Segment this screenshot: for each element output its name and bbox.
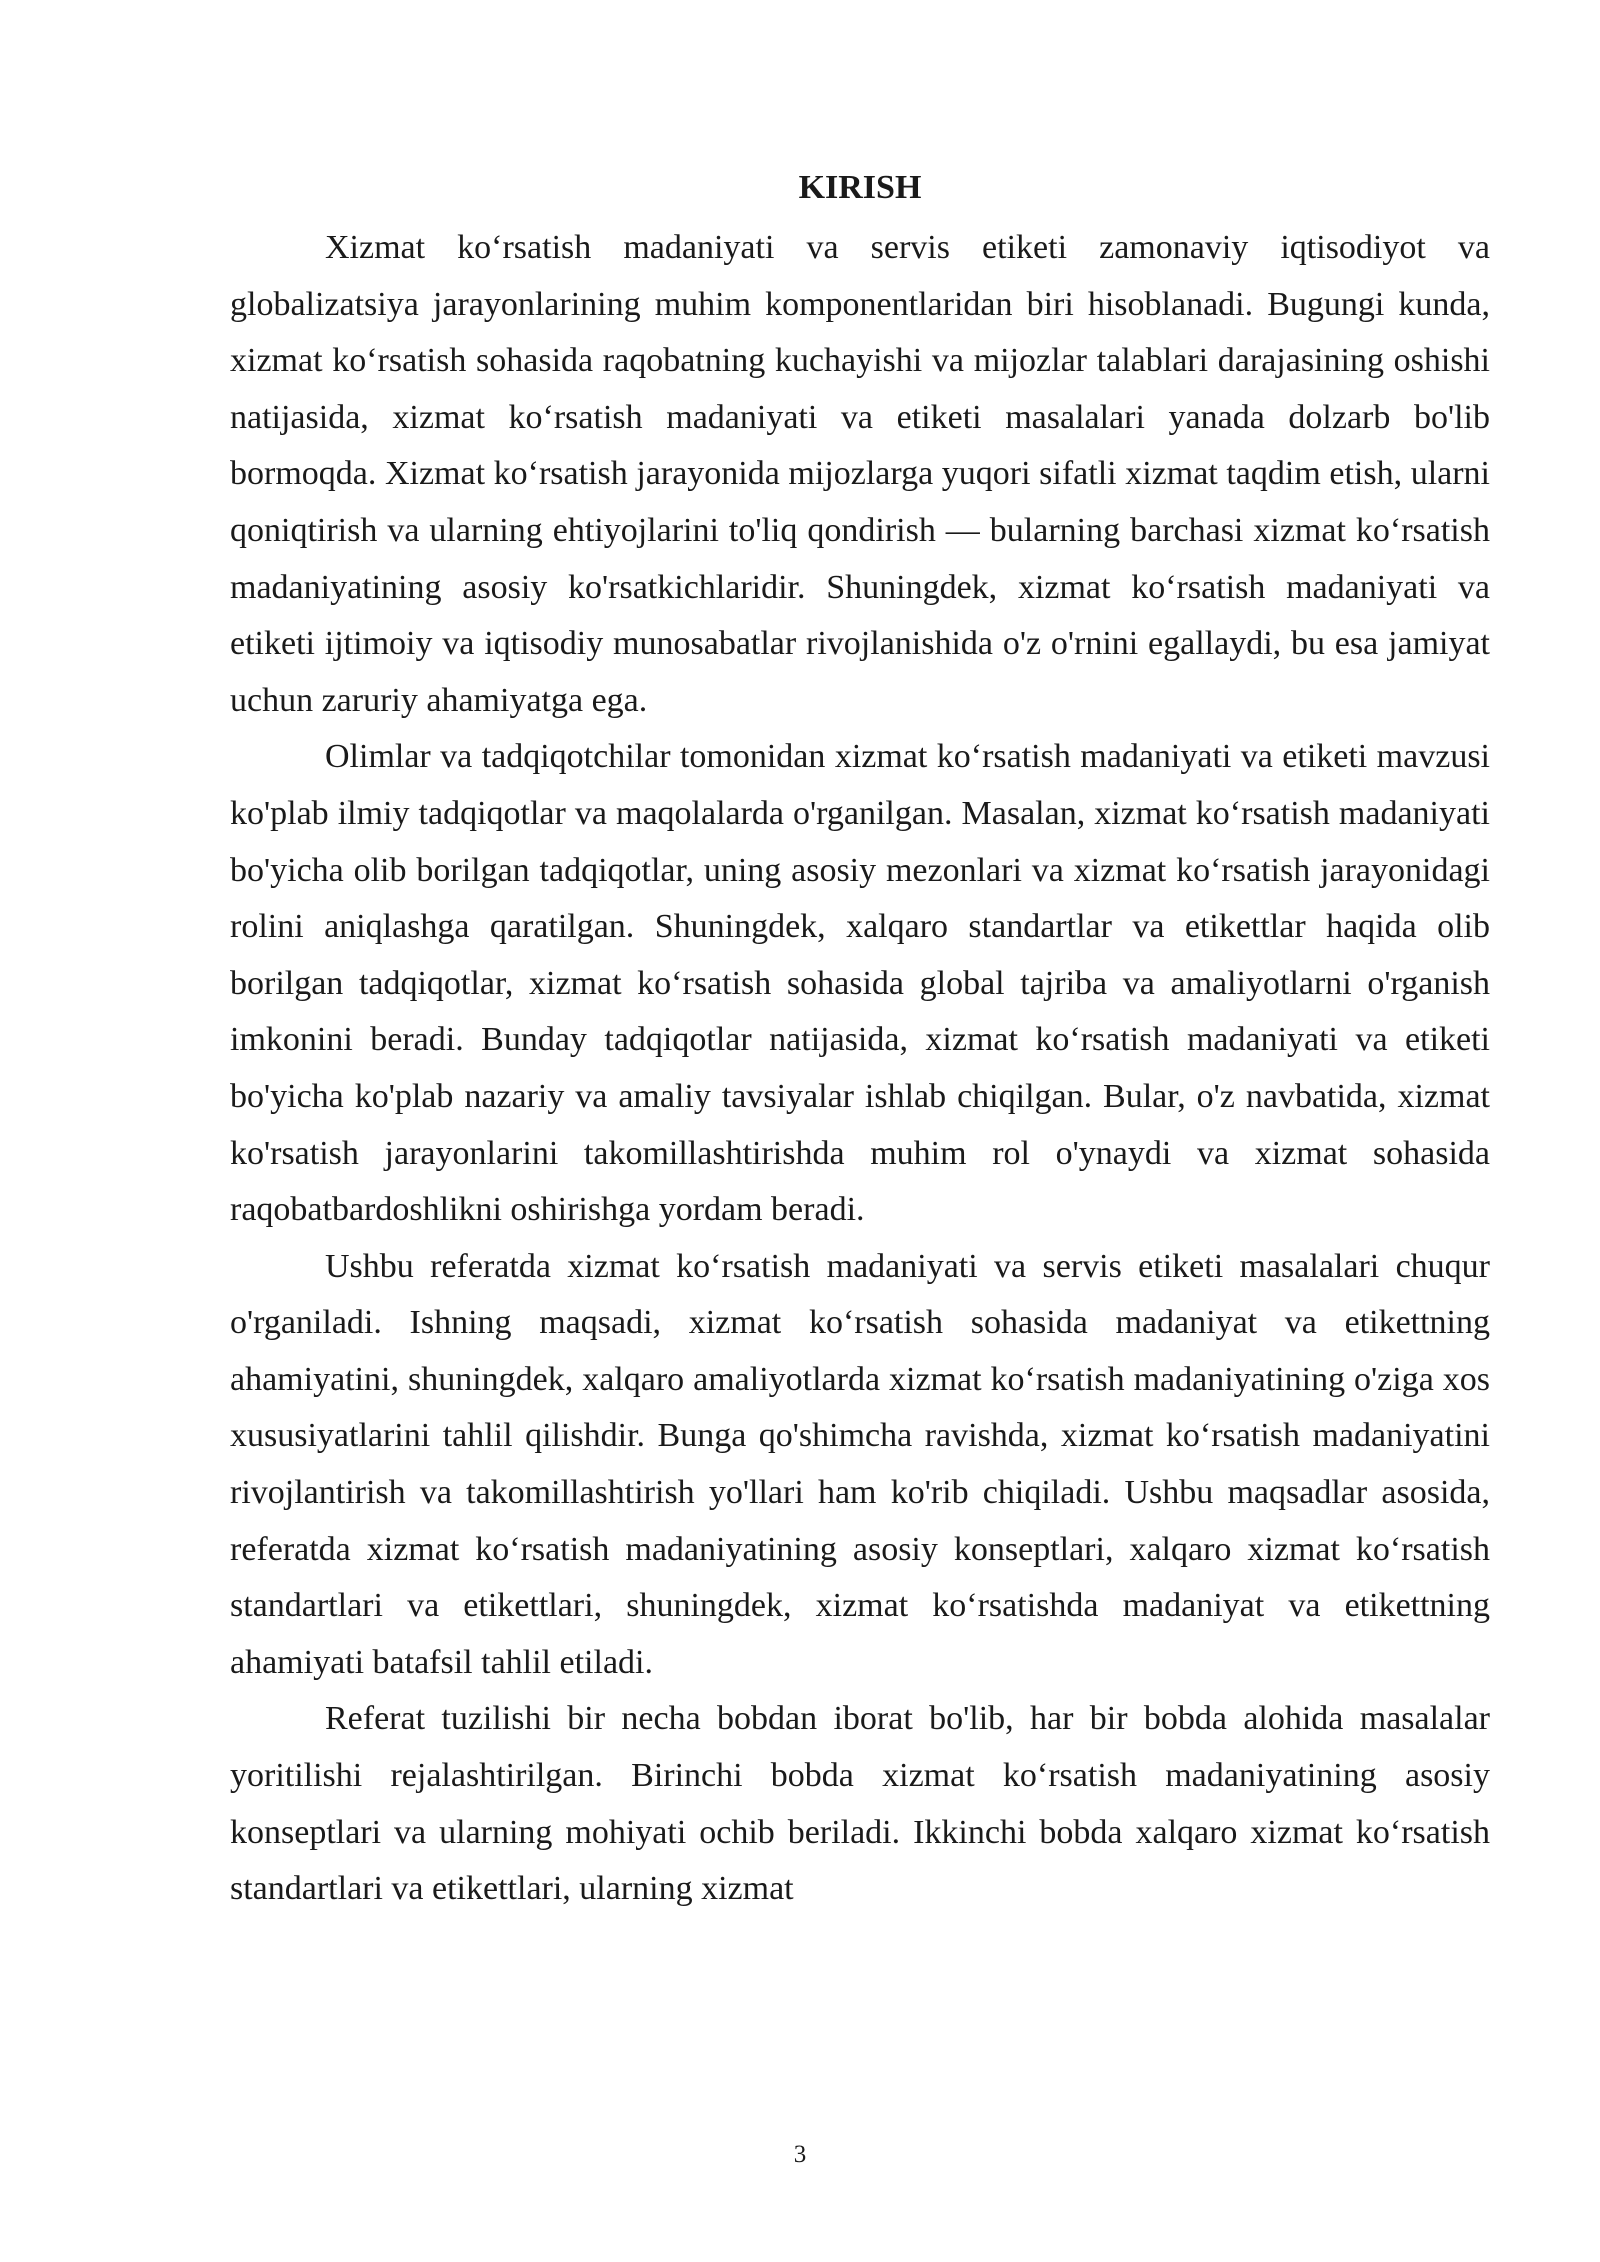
page-title: KIRISH (798, 169, 922, 206)
page-number: 3 (793, 2141, 807, 2168)
paragraph-4: Referat tuzilishi bir necha bobdan iborat bo'lib, har bir bobda alohida masalalar yoritilishi rejalashtirilgan. Birinchi bobda xizmat ko‘rsatish madaniyatining asosiy konseptlari va ularning mohiyati ochib beriladi. Ikkinchi bobda xalqaro xizmat ko‘rsatish standartlari va etikettlari, ularning xizmat (230, 1700, 1490, 1908)
page-content (230, 160, 1490, 1918)
paragraph-3: Ushbu referatda xizmat ko‘rsatish madaniyati va servis etiketi masalalari chuqur o'rganiladi. Ishning maqsadi, xizmat ko‘rsatish sohasida madaniyat va etikettning ahamiyatini, shuningdek, xalqaro amaliyotlarda xizmat ko‘rsatish madaniyatining o'ziga xos xususiyatlarini tahlil qilishdir. Bunga qo'shimcha ravishda, xizmat ko‘rsatish madaniyatini rivojlantirish va takomillashtirish yo'llari ham ko'rib chiqiladi. Ushbu maqsadlar asosida, referatda xizmat ko‘rsatish madaniyatining asosiy konseptlari, xalqaro xizmat ko‘rsatish standartlari va etikettlari, shuningdek, xizmat ko‘rsatishda madaniyat va etikettning ahamiyati batafsil tahlil etiladi. (230, 1247, 1490, 1681)
paragraph-1: Xizmat ko‘rsatish madaniyati va servis etiketi zamonaviy iqtisodiyot va globalizatsiya jarayonlarining muhim komponentlaridan biri hisoblanadi. Bugungi kunda, xizmat ko‘rsatish sohasida raqobatning kuchayishi va mijozlar talablari darajasining oshishi natijasida, xizmat ko‘rsatish madaniyati va etiketi masalalari yanada dolzarb bo'lib bormoqda. Xizmat ko‘rsatish jarayonida mijozlarga yuqori sifatli xizmat taqdim etish, ularni qoniqtirish va ularning ehtiyojlarini to'liq qondirish — bularning barchasi xizmat ko‘rsatish madaniyatining asosiy ko'rsatkichlaridir. Shuningdek, xizmat ko‘rsatish madaniyati va etiketi ijtimoiy va iqtisodiy munosabatlar rivojlanishida o'z o'rnini egallaydi, bu esa jamiyat uchun zaruriy ahamiyatga ega. (230, 229, 1490, 719)
paragraph-2: Olimlar va tadqiqotchilar tomonidan xizmat ko‘rsatish madaniyati va etiketi mavzusi ko'plab ilmiy tadqiqotlar va maqolalarda o'rganilgan. Masalan, xizmat ko‘rsatish madaniyati bo'yicha olib borilgan tadqiqotlar, uning asosiy mezonlari va xizmat ko‘rsatish jarayonidagi rolini aniqlashga qaratilgan. Shuningdek, xalqaro standartlar va etikettlar haqida olib borilgan tadqiqotlar, xizmat ko‘rsatish sohasida global tajriba va amaliyotlarni o'rganish imkonini beradi. Bunday tadqiqotlar natijasida, xizmat ko‘rsatish madaniyati va etiketi bo'yicha ko'plab nazariy va amaliy tavsiyalar ishlab chiqilgan. Bular, o'z navbatida, xizmat ko'rsatish jarayonlarini takomillashtirishda muhim rol o'ynaydi va xizmat sohasida raqobatbardoshlikni oshirishga yordam beradi. (230, 738, 1490, 1229)
